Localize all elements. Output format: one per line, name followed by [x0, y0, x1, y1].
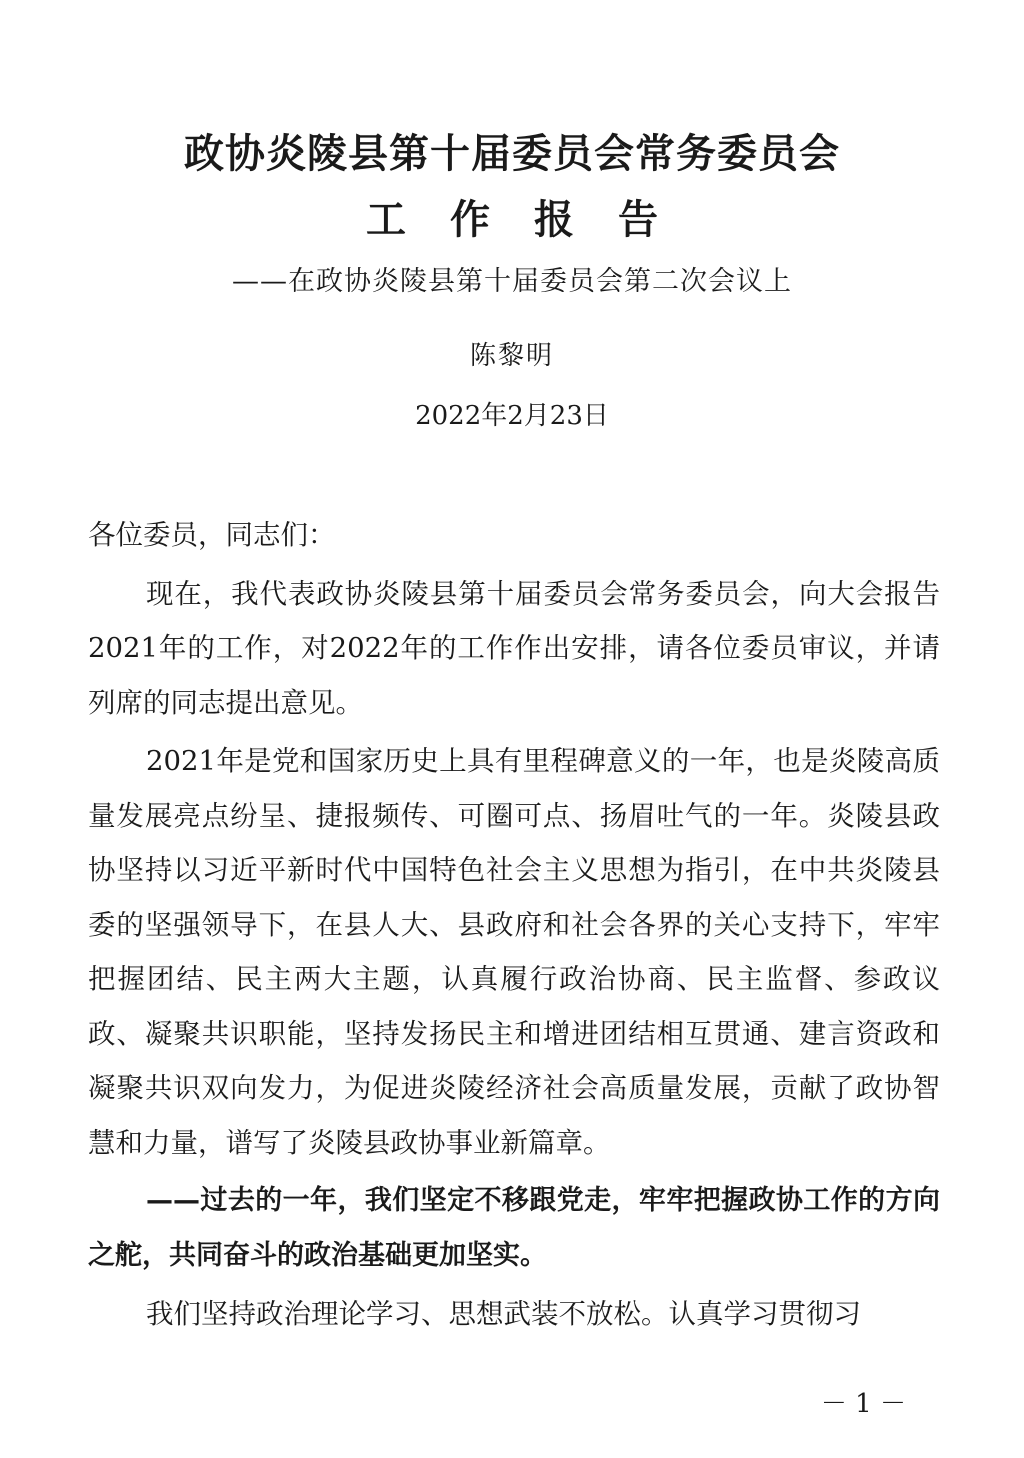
- page-number: － 1 －: [820, 1389, 906, 1419]
- salutation: 各位委员，同志们：: [88, 519, 336, 551]
- report-subtitle: ——在政协炎陵县第十届委员会第二次会议上: [232, 266, 792, 297]
- paragraph-summary: 2021年是党和国家历史上具有里程碑意义的一年，也是炎陵高质量发展亮点纷呈、捷报频传、可圈可点、扬眉吐气的一年。炎陵县政协坚持以习近平新时代中国特色社会主义思想为指引，在中共炎陵县委的坚强领导下，在县人大、县政府和社会各界的关心支持下，牢牢把握团结、民主两大主题，认真履行政治协商、民主监督、参政议政、凝聚共识职能，坚持发扬民主和增进团结相互贯通、建言资政和凝聚共识双向发力，为促进炎陵经济社会高质量发展，贡献了政协智慧和力量，谱写了炎陵县政协事业新篇章。: [88, 745, 940, 1159]
- report-title-line2: 工作报告: [366, 197, 702, 243]
- paragraph-continued: 我们坚持政治理论学习、思想武装不放松。认真学习贯彻习: [146, 1298, 861, 1330]
- paragraph-intro: 现在，我代表政协炎陵县第十届委员会常务委员会，向大会报告2021年的工作，对2022年的工作作出安排，请各位委员审议，并请列席的同志提出意见。: [88, 577, 940, 719]
- report-date: 2022年2月23日: [415, 401, 609, 431]
- report-body: [88, 508, 940, 1342]
- paragraph-heading-bold: ——过去的一年，我们坚定不移跟党走，牢牢把握政协工作的方向之舵，共同奋斗的政治基础更加坚实。: [88, 1185, 940, 1271]
- author-name: 陈黎明: [469, 341, 554, 371]
- report-title-line1: 政协炎陵县第十届委员会常务委员会: [184, 131, 840, 177]
